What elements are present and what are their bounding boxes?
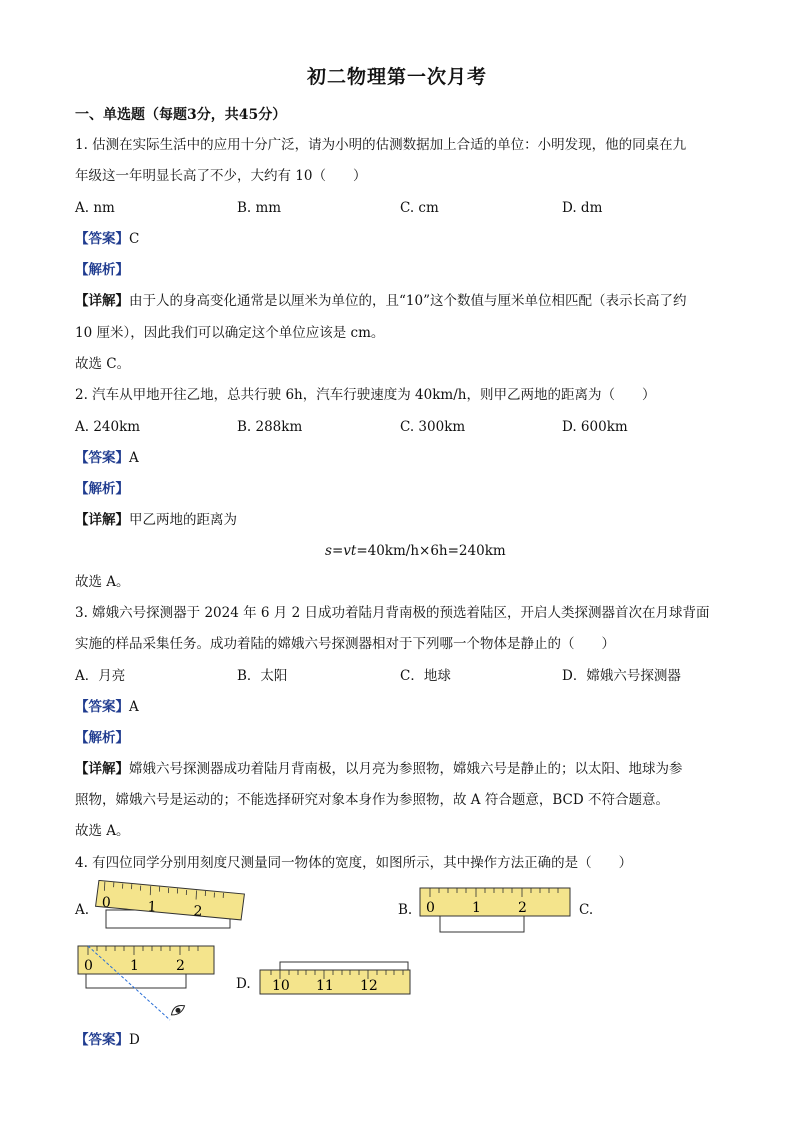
q3-detail-line2: 照物，嫦娥六号是运动的；不能选择研究对象本身作为参照物，故 A 符合题意，BCD 不符合题意。 [75,792,669,808]
ruler-b-label-1: 1 [472,900,481,916]
q3-option-d: D．嫦娥六号探测器 [562,668,681,684]
q2-stem: 2. 汽车从甲地开往乙地，总共行驶 6h，汽车行驶速度为 40km/h，则甲乙两地的距离为（ ） [75,387,656,403]
q1-option-c: C. cm [400,200,439,216]
answer-label: 【答案】 [75,231,129,247]
detail-label: 【详解】 [75,293,129,309]
q1-stem-line2: 年级这一年明显长高了不少，大约有 10（ ） [75,168,367,184]
ruler-d-label-11: 11 [316,978,334,994]
q1-conclusion: 故选 C。 [75,356,131,372]
q2-option-a: A. 240km [75,419,141,435]
eye-icon [169,1002,186,1017]
q1-answer [75,230,139,248]
q2-option-b: B. 288km [237,419,303,435]
q1-option-a: A. nm [75,200,115,216]
q3-analysis-label: 【解析】 [75,730,129,746]
ruler-c-label-0: 0 [84,958,93,974]
page-title: 初二物理第一次月考 [306,66,487,88]
q2-conclusion: 故选 A。 [75,574,130,590]
q4-option-a-letter: A. [75,902,90,918]
q4-option-b-letter: B. [398,902,413,918]
q2-option-d: D. 600km [562,419,628,435]
ruler-c-label-2: 2 [176,958,185,974]
q2-detail: 【详解】甲乙两地的距离为 [75,512,237,528]
q1-stem-line1: 1. 估测在实际生活中的应用十分广泛，请为小明的估测数据加上合适的单位：小明发现，他的同桌在九 [75,137,687,153]
ruler-b-label-0: 0 [426,900,435,916]
q2-answer: 【答案】A [75,450,139,466]
ruler-figure-c [76,940,236,1030]
q3-answer-value: A [129,699,139,715]
ruler-b-label-2: 2 [518,900,527,916]
q4-option-c-letter: C. [579,902,594,918]
q2-answer-value: A [129,450,139,466]
q3-option-c: C．地球 [400,668,451,684]
q3-option-a: A．月亮 [75,668,126,684]
measured-object [440,916,524,932]
q2-option-c: C. 300km [400,419,466,435]
ruler-d-label-10: 10 [272,978,290,994]
q1-analysis-label: 【解析】 [75,262,129,278]
measured-object [280,962,408,970]
ruler-figure-b [418,882,578,934]
ruler-body [420,888,570,916]
q1-option-b: B. mm [237,200,282,216]
ruler-c-label-1: 1 [130,958,139,974]
q2-analysis-label: 【解析】 [75,481,129,497]
q3-stem-line1: 3. 嫦娥六号探测器于 2024 年 6 月 2 日成功着陆月背南极的预选着陆区，开启人类探测器首次在月球背面 [75,605,710,621]
q3-answer: 【答案】A [75,699,139,715]
measured-object [86,974,186,988]
q2-formula: s=vt=40km/h×6h=240km [325,543,506,559]
ruler-figure-d [256,960,416,1002]
q1-option-d: D. dm [562,200,603,216]
q3-detail-line1: 【详解】嫦娥六号探测器成功着陆月背南极，以月亮为参照物，嫦娥六号是静止的；以太阳、地球为参 [75,761,683,777]
q4-answer: 【答案】D [75,1032,140,1048]
q4-option-d-letter: D. [236,976,251,992]
q4-stem: 4. 有四位同学分别用刻度尺测量同一物体的宽度，如图所示，其中操作方法正确的是（ ） [75,855,633,871]
ruler-a-label-0: 0 [101,894,112,912]
ruler-a-label-2: 2 [193,903,203,920]
q1-answer-value: C [129,231,140,247]
section-heading: 一、单选题（每题3分，共45分） [75,107,287,123]
q1-detail-line2: 10 厘米），因此我们可以确定这个单位应该是 cm。 [75,325,385,341]
q3-conclusion: 故选 A。 [75,823,130,839]
q3-stem-line2: 实施的样品采集任务。成功着陆的嫦娥六号探测器相对于下列哪一个物体是静止的（ ） [75,636,615,652]
q1-detail-line1: 【详解】由于人的身高变化通常是以厘米为单位的，且“10”这个数值与厘米单位相匹配（表示长高了约 [75,293,687,309]
ruler-figure-a [92,880,252,932]
q4-answer-value: D [129,1032,140,1048]
ruler-body [78,946,214,974]
q3-option-b: B．太阳 [237,668,288,684]
ruler-d-label-12: 12 [360,978,378,994]
ruler-a-label-1: 1 [147,899,157,916]
